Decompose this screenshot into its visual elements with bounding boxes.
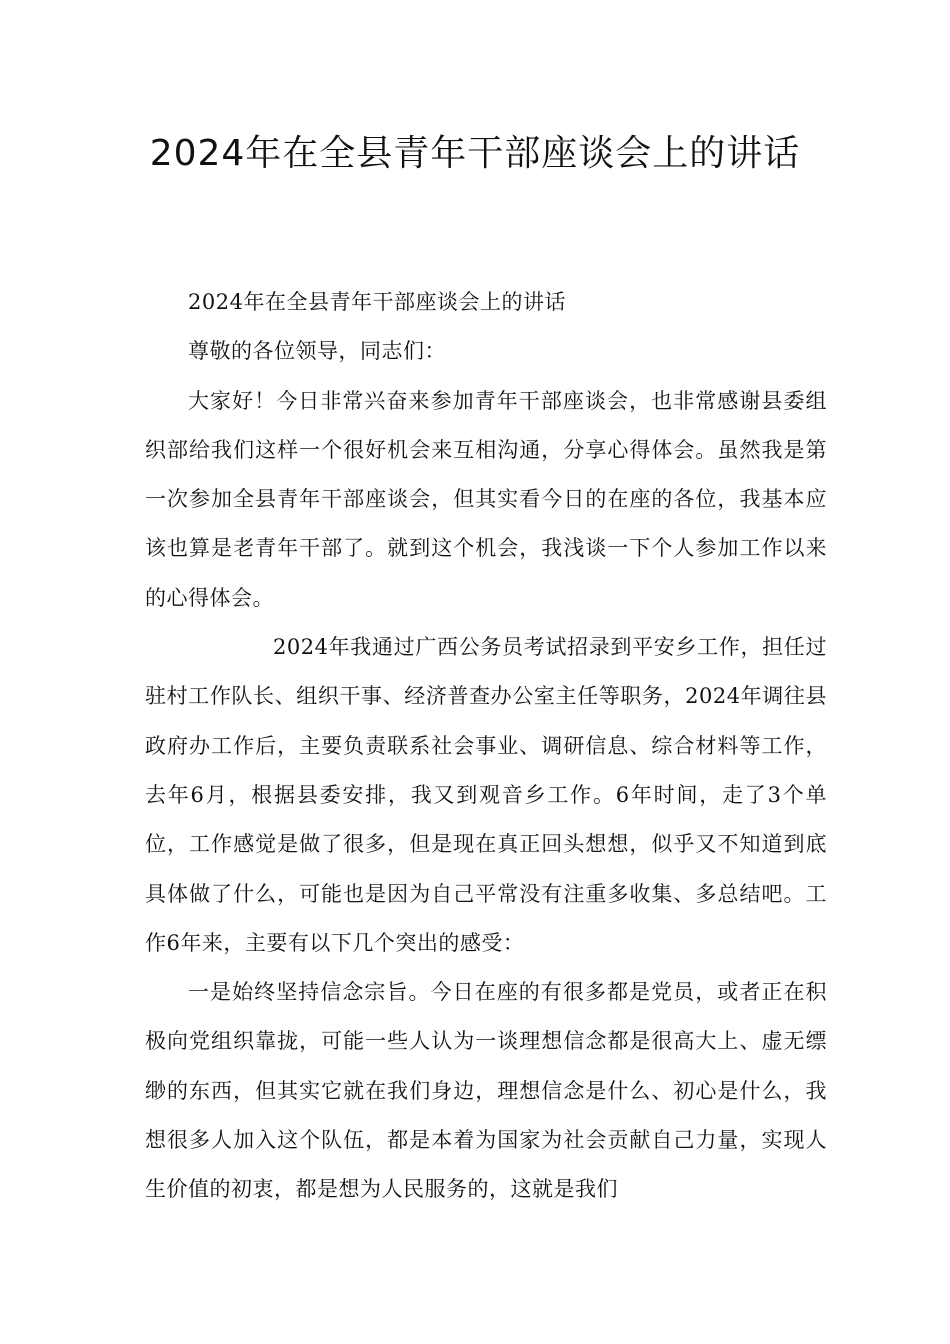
paragraph-point-one: 一是始终坚持信念宗旨。今日在座的有很多都是党员，或者正在积极向党组织靠拢，可能一些人认为一谈理想信念都是很高大上、虚无缥缈的东西，但其实它就在我们身边，理想信念是什么、初心是什么，我想很多人加入这个队伍，都是本着为国家为社会贡献自己力量，实现人生价值的初衷，都是想为人民服务的，这就是我们 [145, 980, 827, 1202]
paragraph-work-history: 2024年我通过广西公务员考试招录到平安乡工作，担任过驻村工作队长、组织干事、经济普查办公室主任等职务，2024年调往县政府办工作后，主要负责联系社会事业、调研信息、综合材料等工作，去年6月，根据县委安排，我又到观音乡工作。6年时间，走了3个单位，工作感觉是做了很多，但是现在真正回头想想，似乎又不知道到底具体做了什么，可能也是因为自己平常没有注重多收集、多总结吧。工作6年来，主要有以下几个突出的感受： [145, 635, 827, 955]
paragraph-subtitle: 2024年在全县青年干部座谈会上的讲话 [188, 290, 566, 314]
paragraph-salutation: 尊敬的各位领导，同志们： [188, 339, 446, 364]
document-body [145, 278, 827, 1215]
document-title: 2024年在全县青年干部座谈会上的讲话 [149, 133, 801, 174]
paragraph-greeting: 大家好！今日非常兴奋来参加青年干部座谈会，也非常感谢县委组织部给我们这样一个很好机会来互相沟通，分享心得体会。虽然我是第一次参加全县青年干部座谈会，但其实看今日的在座的各位，我基本应该也算是老青年干部了。就到这个机会，我浅谈一下个人参加工作以来的心得体会。 [145, 388, 827, 610]
